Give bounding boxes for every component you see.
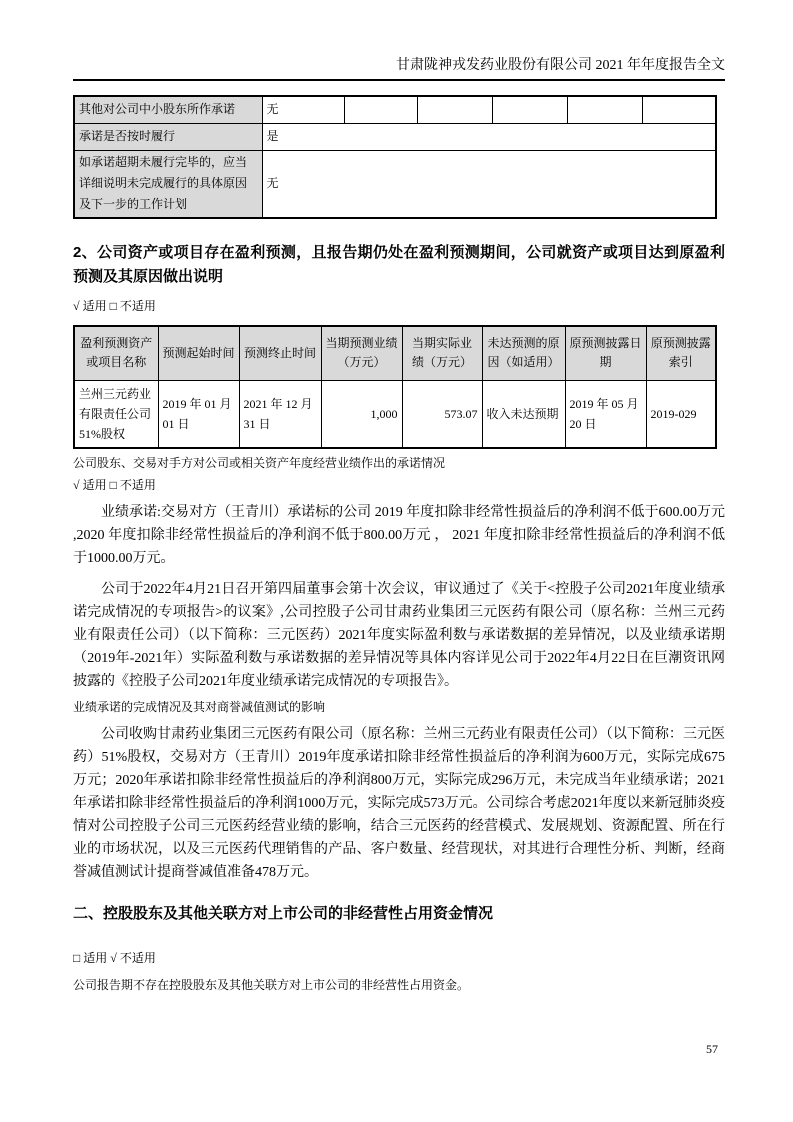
paragraph-performance-commitment: 业绩承诺:交易对方（王青川）承诺标的公司 2019 年度扣除非经常性损益后的净利润不低于600.00万元 ,2020 年度扣除非经常性损益后的净利润不低于800.00万元 ， 2021 年度扣除非经常性损益后的净利润不低于1000.00万元。: [73, 505, 725, 566]
forecast-table: [73, 325, 717, 449]
row-value-cell: 无: [262, 150, 716, 218]
header-cell: 未达预测的原因（如适用）: [482, 326, 565, 380]
table-row: [74, 123, 716, 150]
forecast-value-cell: 1,000: [321, 380, 402, 448]
row-label-cell: 承诺是否按时履行: [74, 123, 262, 150]
start-date-cell: 2019 年 01 月 01 日: [158, 380, 239, 448]
goodwill-impact-label: 业绩承诺的完成情况及其对商誉减值测试的影响: [73, 700, 326, 714]
header-cell: 预测终止时间: [239, 326, 321, 380]
page-content: [73, 0, 725, 994]
table-row: [74, 150, 716, 218]
row-value-cell: 无: [262, 96, 344, 123]
header-cell: 原预测披露日期: [565, 326, 646, 380]
empty-cell: [642, 96, 716, 123]
empty-cell: [417, 96, 492, 123]
page-number: 57: [706, 1042, 718, 1056]
header-cell: 当期实际业绩（万元）: [402, 326, 482, 380]
report-header-title: 甘肃陇神戎发药业股份有限公司 2021 年年度报告全文: [396, 58, 725, 73]
disclosure-index-cell: 2019-029: [646, 380, 716, 448]
end-date-cell: 2021 年 12 月 31 日: [239, 380, 321, 448]
asset-cell: 兰州三元药业有限责任公司51%股权: [74, 380, 158, 448]
applicability-line: √ 适用 □ 不适用: [73, 299, 156, 313]
row-label-cell: 如承诺超期未履行完毕的，应当详细说明未完成履行的具体原因及下一步的工作计划: [74, 150, 262, 218]
table-header-row: [74, 326, 716, 380]
paragraph-board-meeting: 公司于2022年4月21日召开第四届董事会第十次会议，审议通过了《关于<控股子公司2021年度业绩承诺完成情况的专项报告>的议案》,公司控股子公司甘肃药业集团三元医药有限公司（原名称：兰州三元药业有限责任公司）（以下简称：三元医药）2021年度实际盈利数与承诺数据的差异情况，以及业绩承诺期（2019年-2021年）实际盈利数与承诺数据的差异情况等具体内容详见公司于2022年4月22日在巨潮资讯网披露的《控股子公司2021年度业绩承诺完成情况的专项报告》。: [73, 582, 725, 689]
section-heading-fund-occupation: 二、控股股东及其他关联方对上市公司的非经营性占用资金情况: [73, 905, 494, 922]
row-label-cell: 其他对公司中小股东所作承诺: [74, 96, 262, 123]
header-cell: 原预测披露索引: [646, 326, 716, 380]
applicability-line: √ 适用 □ 不适用: [73, 478, 156, 492]
disclosure-date-cell: 2019 年 05 月 20 日: [565, 380, 646, 448]
commitment-note-label: 公司股东、交易对手方对公司或相关资产年度经营业绩作出的承诺情况: [73, 456, 446, 470]
header-rule: [73, 79, 725, 81]
header-cell: 预测起始时间: [158, 326, 239, 380]
table-row: [74, 96, 716, 123]
applicability-line: □ 适用 √ 不适用: [73, 951, 156, 965]
row-value-cell: 是: [262, 123, 716, 150]
header-cell: 当期预测业绩（万元）: [321, 326, 402, 380]
empty-cell: [492, 96, 567, 123]
header-cell: 盈利预测资产或项目名称: [74, 326, 158, 380]
commitment-table: [73, 95, 717, 219]
empty-cell: [567, 96, 642, 123]
paragraph-goodwill-test: 公司收购甘肃药业集团三元医药有限公司（原名称：兰州三元药业有限责任公司）（以下简称：三元医药）51%股权，交易对方（王青川）2019年度承诺扣除非经常性损益后的净利润为600万元，实际完成675万元；2020年承诺扣除非经常性损益后的净利润800万元，实际完成296万元，未完成当年业绩承诺；2021年承诺扣除非经常性损益后的净利润1000万元，实际完成573万元。公司综合考虑2021年度以来新冠肺炎疫情对公司控股子公司三元医药经营业绩的影响，结合三元医药的经营模式、发展规划、资源配置、所在行业的市场状况，以及三元医药代理销售的产品、客户数量、经营现状，对其进行合理性分析、判断，经商誉减值测试计提商誉减值准备478万元。: [73, 727, 725, 880]
empty-cell: [344, 96, 417, 123]
section-two-body: 公司报告期不存在控股股东及其他关联方对上市公司的非经营性占用资金。: [73, 978, 470, 992]
table-row: [74, 380, 716, 448]
actual-value-cell: 573.07: [402, 380, 482, 448]
reason-cell: 收入未达预期: [482, 380, 565, 448]
section-heading-profit-forecast: 2、公司资产或项目存在盈利预测，且报告期仍处在盈利预测期间，公司就资产或项目达到原盈利预测及其原因做出说明: [73, 244, 725, 285]
